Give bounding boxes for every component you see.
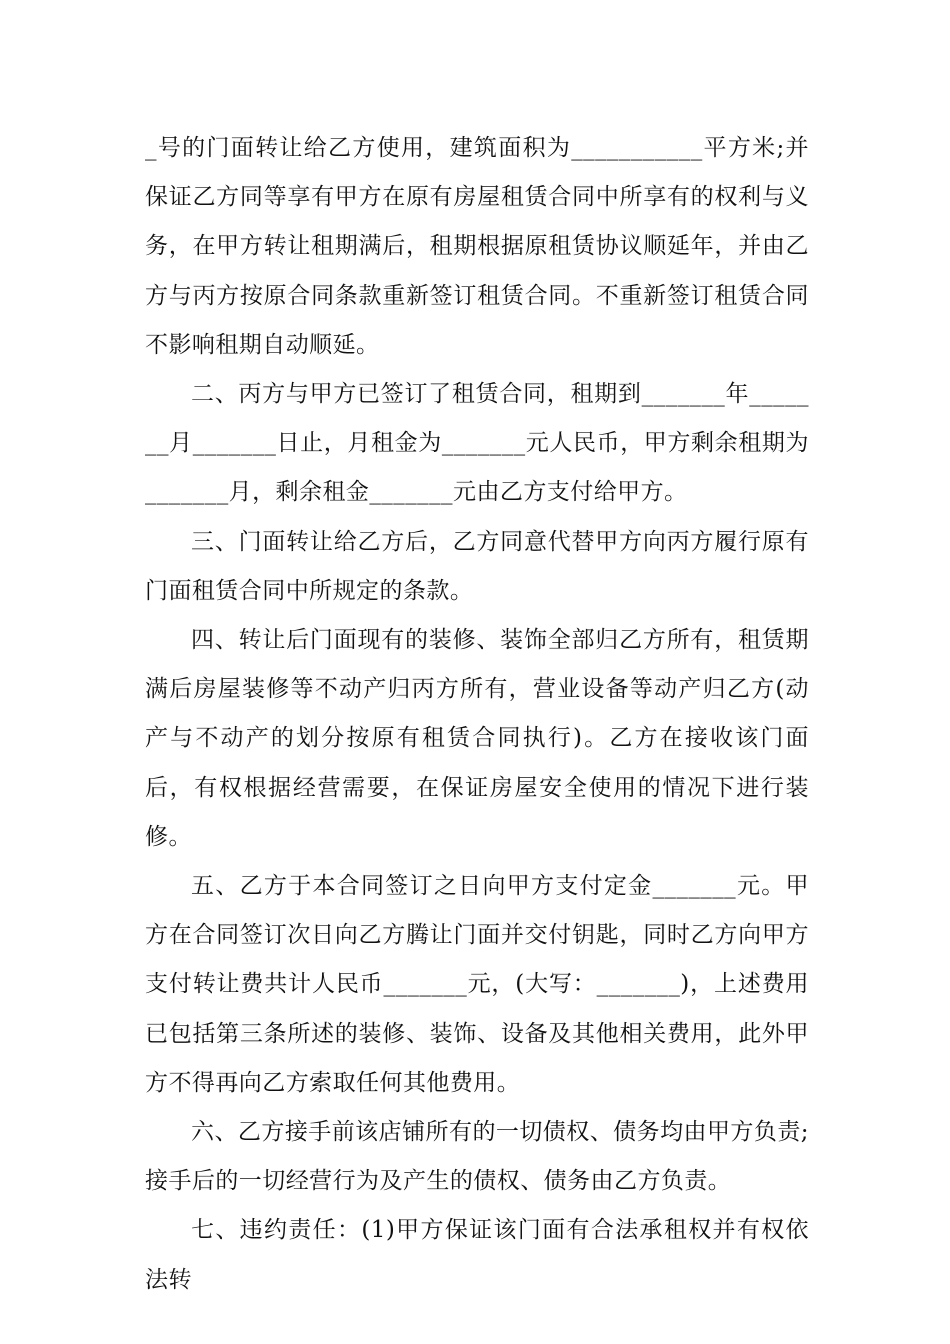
paragraph-clause-5: 五、乙方于本合同签订之日向甲方支付定金_______元。甲方在合同签订次日向乙方腾让门面并交付钥匙，同时乙方向甲方支付转让费共计人民币_______元，(大写：_______)，上述费用已包括第三条所述的装修、装饰、设备及其他相关费用，此外甲方不得再向乙方索取任何其他费用。 — [145, 873, 809, 1096]
paragraph-clause-2: 二、丙方与甲方已签订了租赁合同，租期到_______年_______月_______日止，月租金为_______元人民币，甲方剩余租期为_______月，剩余租金_______元由乙方支付给甲方。 — [145, 381, 809, 506]
paragraph-continuation: _号的门面转让给乙方使用，建筑面积为___________平方米;并保证乙方同等享有甲方在原有房屋租赁合同中所享有的权利与义务，在甲方转让租期满后，租期根据原租赁协议顺延年，并由乙方与丙方按原合同条款重新签订租赁合同。不重新签订租赁合同不影响租期自动顺延。 — [145, 135, 809, 358]
paragraph-clause-7: 七、违约责任：(1)甲方保证该门面有合法承租权并有权依法转 — [145, 1217, 809, 1293]
paragraph-clause-4: 四、转让后门面现有的装修、装饰全部归乙方所有，租赁期满后房屋装修等不动产归丙方所有，营业设备等动产归乙方(动产与不动产的划分按原有租赁合同执行)。乙方在接收该门面后，有权根据经营需要，在保证房屋安全使用的情况下进行装修。 — [145, 627, 809, 850]
document-body — [145, 124, 809, 1305]
paragraph-clause-3: 三、门面转让给乙方后，乙方同意代替甲方向丙方履行原有门面租赁合同中所规定的条款。 — [145, 528, 809, 604]
paragraph-clause-6: 六、乙方接手前该店铺所有的一切债权、债务均由甲方负责;接手后的一切经营行为及产生的债权、债务由乙方负责。 — [145, 1119, 809, 1195]
